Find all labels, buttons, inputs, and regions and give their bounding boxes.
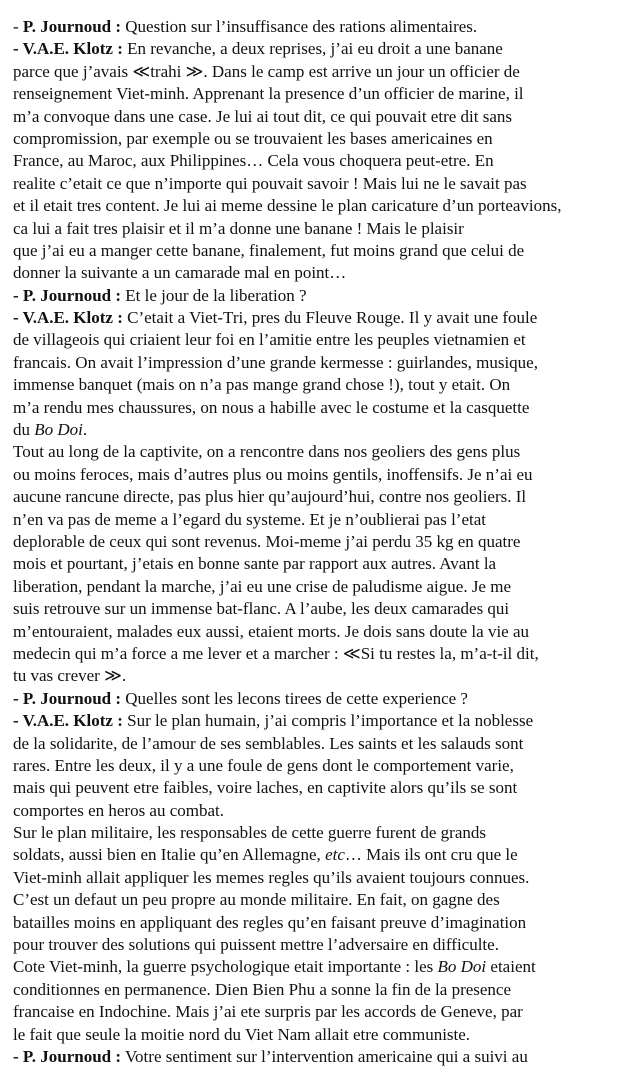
line-text-after: etaient	[486, 957, 536, 977]
line-text: France, au Maroc, aux Philippines… Cela vous choquera peut-etre. En	[13, 151, 494, 171]
line-text-after: .	[82, 420, 88, 440]
speaker-line	[13, 285, 613, 307]
line-text: immense banquet (mais on n’a pas mange grand chose !), tout y etait. On	[13, 375, 511, 395]
speaker-name: P. Journoud :	[22, 1046, 122, 1066]
text-line	[13, 464, 613, 486]
line-text: Sur le plan militaire, les responsables de cette guerre furent de grands	[13, 823, 486, 843]
speaker-dash: -	[13, 711, 23, 731]
text-line	[13, 733, 613, 755]
text-line	[13, 218, 613, 240]
text-line	[13, 867, 613, 889]
line-text: Quelles sont les lecons tirees de cette experience ?	[121, 688, 468, 708]
line-text: deplorable de ceux qui sont revenus. Moi-meme j’ai perdu 35 kg en quatre	[13, 531, 521, 551]
text-line	[13, 621, 613, 643]
line-text: et il etait tres content. Je lui ai meme dessine le plan caricature d’un porteavions,	[13, 196, 562, 216]
line-text: aucune rancune directe, pas plus hier qu’aujourd’hui, contre nos geoliers. Il	[13, 487, 527, 507]
text-line	[13, 509, 613, 531]
text-line	[13, 979, 613, 1001]
speaker-name: V.A.E. Klotz :	[22, 39, 123, 59]
line-text: ca lui a fait tres plaisir et il m’a donne une banane ! Mais le plaisir	[13, 218, 464, 238]
line-text: m’a rendu mes chaussures, on nous a habille avec le costume et la casquette	[13, 397, 530, 417]
text-line	[13, 106, 613, 128]
line-text: C’est un defaut un peu propre au monde militaire. En fait, on gagne des	[13, 890, 500, 910]
text-line	[13, 912, 613, 934]
line-text: francaise en Indochine. Mais j’ai ete surpris par les accords de Geneve, par	[13, 1002, 523, 1022]
line-text: liberation, pendant la marche, j’ai eu une crise de paludisme aigue. Je me	[13, 576, 511, 596]
line-text: donner la suivante a un camarade mal en point…	[13, 263, 347, 283]
text-line	[13, 531, 613, 553]
line-text: medecin qui m’a force a me lever et a marcher : ≪Si tu restes la, m’a-t-il dit,	[13, 643, 539, 663]
line-text: m’a convoque dans une case. Je lui ai tout dit, ce qui pouvait etre dit sans	[13, 106, 513, 126]
interview-transcript	[13, 16, 613, 1068]
speaker-dash: -	[13, 1046, 23, 1066]
line-text: n’en va pas de meme a l’egard du systeme. Et je n’oublierai pas l’etat	[13, 509, 486, 529]
line-text: rares. Entre les deux, il y a une foule de gens dont le comportement varie,	[13, 755, 514, 775]
speaker-dash: -	[13, 285, 23, 305]
line-text: tu vas crever ≫.	[13, 666, 127, 686]
text-line	[13, 800, 613, 822]
speaker-dash: -	[13, 17, 23, 36]
line-text: Tout au long de la captivite, on a rencontre dans nos geoliers des gens plus	[13, 442, 521, 462]
text-line	[13, 128, 613, 150]
line-text: Question sur l’insuffisance des rations alimentaires.	[121, 17, 478, 36]
text-line	[13, 195, 613, 217]
line-text: Sur le plan humain, j’ai compris l’importance et la noblesse	[122, 711, 534, 731]
text-line	[13, 1024, 613, 1046]
line-text: que j’ai eu a manger cette banane, finalement, fut moins grand que celui de	[13, 240, 525, 260]
text-line	[13, 486, 613, 508]
text-line	[13, 262, 613, 284]
line-text: de la solidarite, de l’amour de ses semblables. Les saints et les salauds sont	[13, 733, 524, 753]
text-line	[13, 934, 613, 956]
line-text: du	[13, 420, 35, 440]
text-line	[13, 374, 613, 396]
italic-term: etc	[325, 845, 345, 865]
italic-term: Bo Doi	[34, 420, 83, 440]
text-line	[13, 889, 613, 911]
text-line	[13, 83, 613, 105]
line-text: le fait que seule la moitie nord du Viet Nam allait etre communiste.	[13, 1024, 471, 1044]
text-line	[13, 1001, 613, 1023]
text-line	[13, 598, 613, 620]
line-text: Cote Viet-minh, la guerre psychologique etait importante : les	[13, 957, 438, 977]
text-line	[13, 576, 613, 598]
speaker-line	[13, 1046, 613, 1068]
line-text: ou moins feroces, mais d’autres plus ou moins gentils, inoffensifs. Je n’ai eu	[13, 464, 533, 484]
speaker-dash: -	[13, 39, 23, 59]
text-line	[13, 240, 613, 262]
speaker-name: P. Journoud :	[22, 17, 122, 36]
line-text: realite c’etait ce que n’importe qui pouvait savoir ! Mais lui ne le savait pas	[13, 173, 527, 193]
line-text: parce que j’avais ≪trahi ≫. Dans le camp est arrive un jour un officier de	[13, 61, 520, 81]
text-line	[13, 755, 613, 777]
text-line	[13, 397, 613, 419]
line-text: Et le jour de la liberation ?	[121, 285, 307, 305]
text-line	[13, 956, 613, 978]
line-text: Viet-minh allait appliquer les memes regles qu’ils avaient toujours connues.	[13, 867, 530, 887]
text-line	[13, 419, 613, 441]
line-text: En revanche, a deux reprises, j’ai eu droit a une banane	[122, 39, 503, 59]
speaker-line	[13, 710, 613, 732]
speaker-line	[13, 307, 613, 329]
text-line	[13, 150, 613, 172]
text-line	[13, 643, 613, 665]
speaker-name: P. Journoud :	[22, 285, 122, 305]
italic-term: Bo Doi	[437, 957, 487, 977]
line-text: soldats, aussi bien en Italie qu’en Allemagne,	[13, 845, 326, 865]
line-text: Votre sentiment sur l’intervention americaine qui a suivi au	[121, 1046, 528, 1066]
line-text: mais qui peuvent etre faibles, voire laches, en captivite alors qu’ils se sont	[13, 778, 518, 798]
line-text: francais. On avait l’impression d’une grande kermesse : guirlandes, musique,	[13, 352, 538, 372]
text-line	[13, 844, 613, 866]
speaker-name: V.A.E. Klotz :	[22, 711, 123, 731]
line-text: compromission, par exemple ou se trouvaient les bases americaines en	[13, 128, 493, 148]
text-line	[13, 61, 613, 83]
speaker-line	[13, 16, 613, 38]
text-line	[13, 329, 613, 351]
line-text: C’etait a Viet-Tri, pres du Fleuve Rouge. Il y avait une foule	[122, 308, 538, 328]
text-line	[13, 352, 613, 374]
speaker-name: P. Journoud :	[22, 688, 122, 708]
speaker-dash: -	[13, 688, 23, 708]
speaker-line	[13, 688, 613, 710]
line-text: renseignement Viet-minh. Apprenant la presence d’un officier de marine, il	[13, 84, 524, 104]
line-text: suis retrouve sur un immense bat-flanc. A l’aube, les deux camarades qui	[13, 599, 510, 619]
text-line	[13, 173, 613, 195]
speaker-name: V.A.E. Klotz :	[22, 308, 123, 328]
text-line	[13, 822, 613, 844]
speaker-dash: -	[13, 308, 23, 328]
line-text: conditionnes en permanence. Dien Bien Phu a sonne la fin de la presence	[13, 979, 512, 999]
text-line	[13, 441, 613, 463]
line-text: mois et pourtant, j’etais en bonne sante par rapport aux autres. Avant la	[13, 554, 497, 574]
line-text: batailles moins en appliquant des regles qu’en faisant preuve d’imagination	[13, 912, 527, 932]
text-line	[13, 665, 613, 687]
line-text: comportes en heros au combat.	[13, 800, 225, 820]
speaker-line	[13, 38, 613, 60]
text-line	[13, 777, 613, 799]
line-text: pour trouver des solutions qui puissent mettre l’adversaire en difficulte.	[13, 935, 499, 955]
line-text-after: … Mais ils ont cru que le	[344, 845, 518, 865]
line-text: de villageois qui criaient leur foi en l’amitie entre les peuples vietnamien et	[13, 330, 526, 350]
line-text: m’entouraient, malades eux aussi, etaient morts. Je dois sans doute la vie au	[13, 621, 530, 641]
text-line	[13, 553, 613, 575]
